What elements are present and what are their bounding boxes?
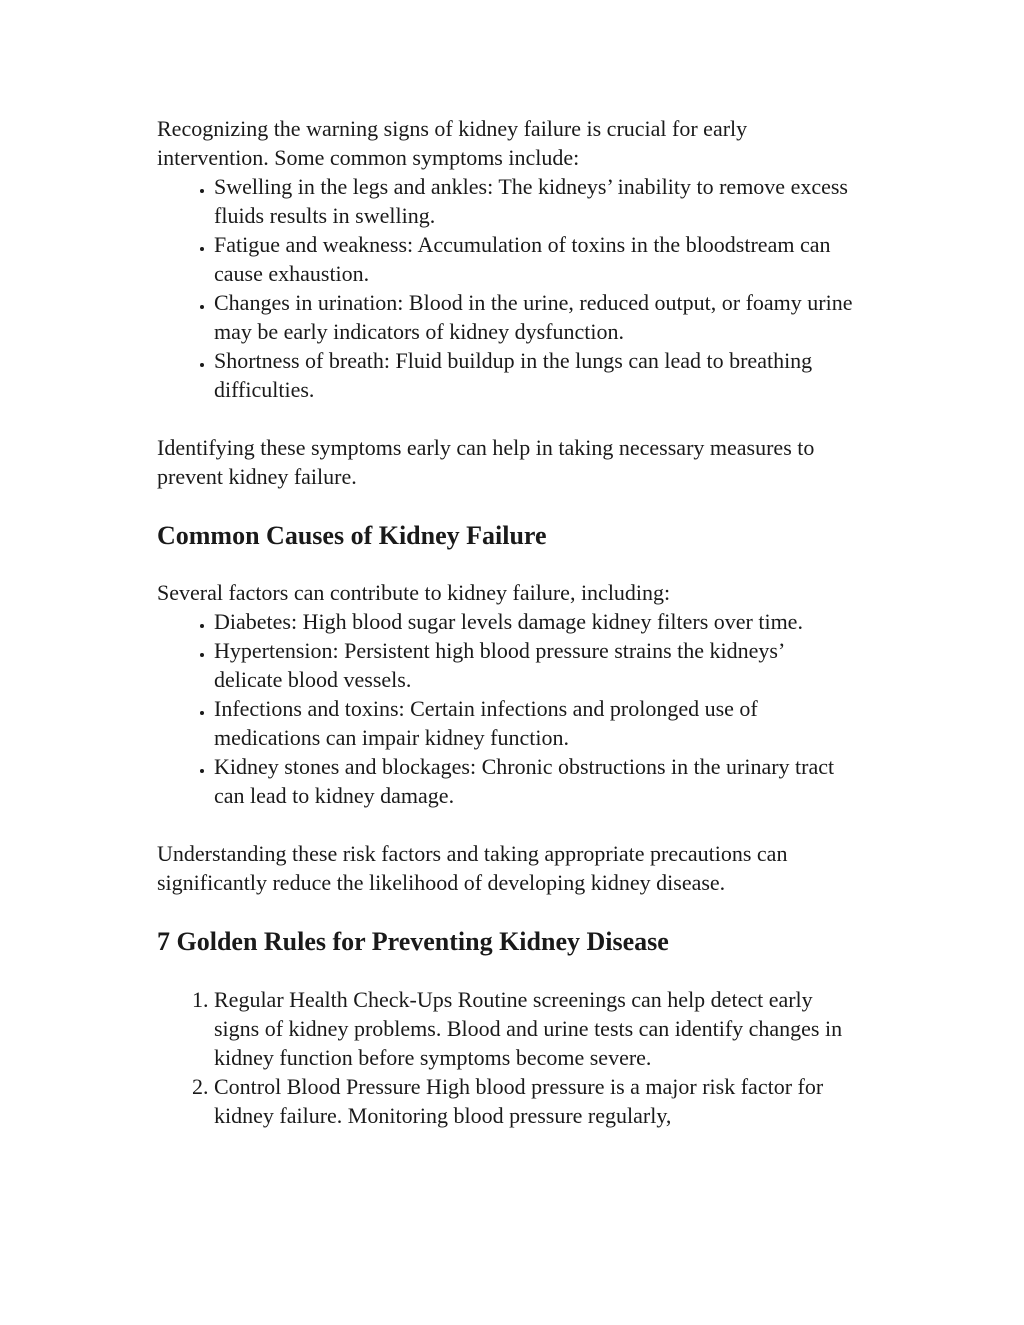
list-item: 1. Regular Health Check-Ups Routine screenings can help detect early signs of kidney problems. Blood and urine tests can identify changes in kidney function before symptoms become severe.: [214, 985, 857, 1072]
list-item: • Diabetes: High blood sugar levels damage kidney filters over time.: [214, 607, 857, 636]
causes-intro-paragraph: Several factors can contribute to kidney failure, including:: [157, 580, 671, 605]
causes-list: [157, 607, 857, 810]
causes-heading: Common Causes of Kidney Failure: [157, 521, 547, 550]
document-page: [157, 114, 857, 1130]
list-item: • Hypertension: Persistent high blood pressure strains the kidneys’ delicate blood vessels.: [214, 636, 857, 694]
list-item: • Infections and toxins: Certain infections and prolonged use of medications can impair kidney function.: [214, 694, 857, 752]
list-item: • Shortness of breath: Fluid buildup in the lungs can lead to breathing difficulties.: [214, 346, 857, 404]
symptoms-closing-paragraph: Identifying these symptoms early can help in taking necessary measures to prevent kidney failure.: [157, 435, 815, 489]
list-item: 2. Control Blood Pressure High blood pressure is a major risk factor for kidney failure. Monitoring blood pressure regularly,: [214, 1072, 857, 1130]
list-item: • Kidney stones and blockages: Chronic obstructions in the urinary tract can lead to kidney damage.: [214, 752, 857, 810]
symptoms-list: [157, 172, 857, 404]
list-item: • Swelling in the legs and ankles: The kidneys’ inability to remove excess fluids results in swelling.: [214, 172, 857, 230]
rules-list: [157, 985, 857, 1130]
list-item: • Changes in urination: Blood in the urine, reduced output, or foamy urine may be early indicators of kidney dysfunction.: [214, 288, 857, 346]
list-item: • Fatigue and weakness: Accumulation of toxins in the bloodstream can cause exhaustion.: [214, 230, 857, 288]
rules-heading: 7 Golden Rules for Preventing Kidney Disease: [157, 927, 669, 956]
causes-closing-paragraph: Understanding these risk factors and taking appropriate precautions can significantly reduce the likelihood of developing kidney disease.: [157, 841, 788, 895]
intro-paragraph: Recognizing the warning signs of kidney failure is crucial for early intervention. Some common symptoms include:: [157, 116, 748, 170]
